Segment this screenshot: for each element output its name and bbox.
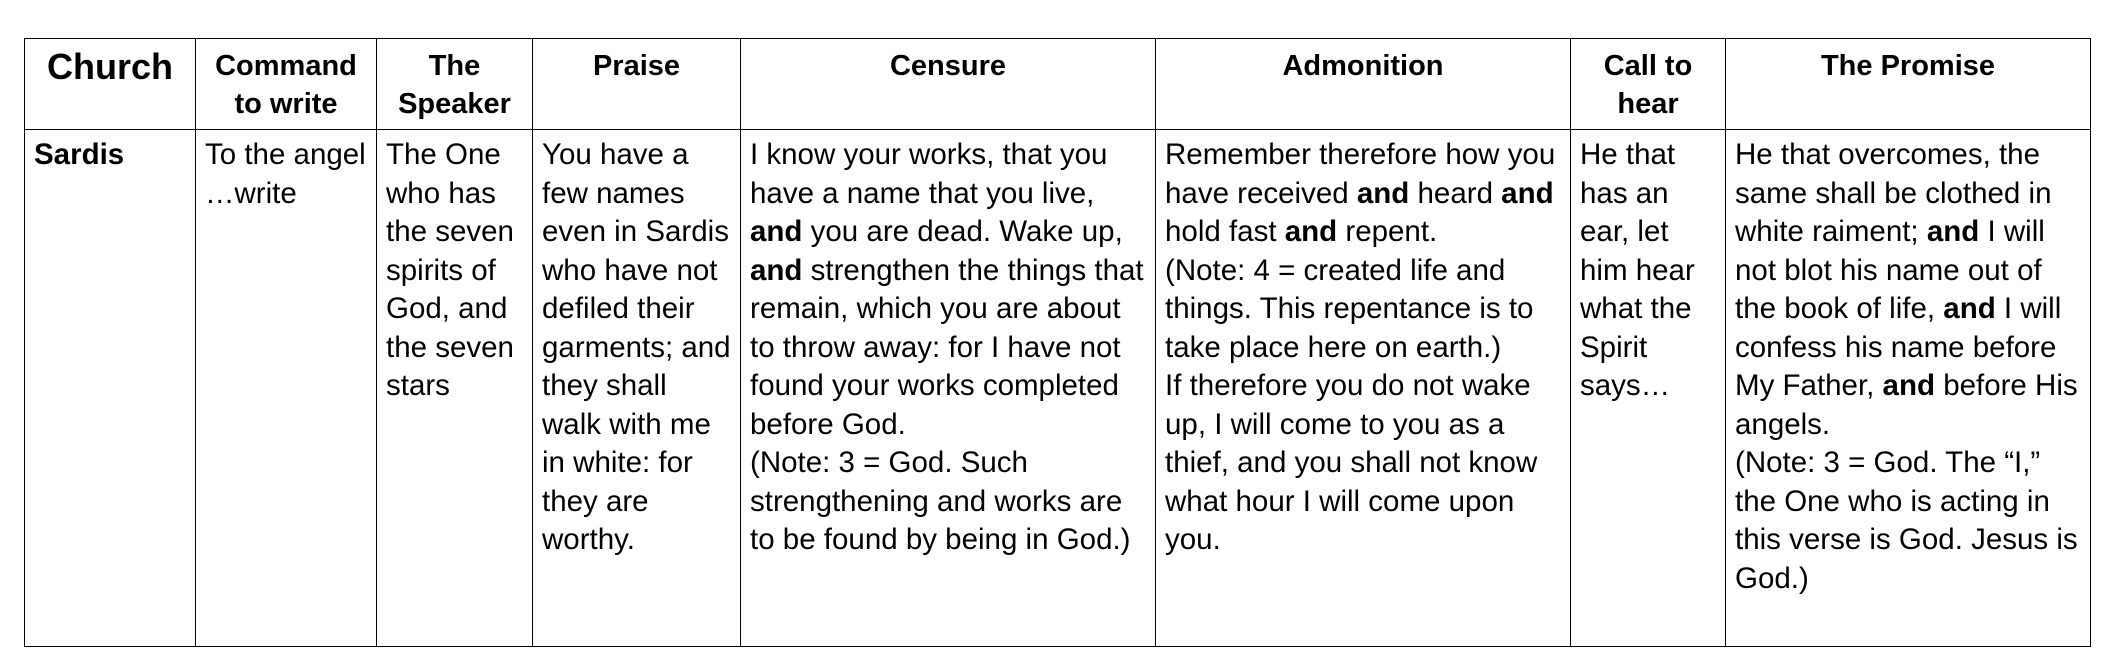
admonition-note: (Note: 4 = created life and things. This repentance is to take place here on earth.) [1165, 253, 1534, 364]
header-church: Church [25, 39, 196, 130]
text-run: Remember therefore how you have received [1165, 138, 1556, 210]
text-run: you are dead. Wake up, [802, 215, 1123, 248]
admonition-text [1165, 136, 1562, 252]
cell-admonition [1156, 130, 1571, 647]
bold-run: and [1284, 215, 1338, 248]
cell-call-to-hear: He that has an ear, let him hear what the Spirit says… [1571, 130, 1726, 647]
text-run: He that overcomes, the same shall be clothed in white raiment; [1735, 138, 2052, 248]
text-run: hold fast [1165, 215, 1285, 248]
cell-promise [1726, 130, 2091, 647]
cell-speaker: The One who has the seven spirits of God, and the seven stars [377, 130, 533, 647]
text-run: before His angels. [1735, 369, 2078, 441]
bold-run: and [1356, 176, 1410, 210]
admonition-warning: If therefore you do not wake up, I will come to you as a thief, and you shall not know what hour I will come upon you. [1165, 369, 1538, 556]
header-speaker: The Speaker [377, 39, 533, 130]
header-row [25, 39, 2091, 130]
text-run: I will confess his name before My Father, [1735, 292, 2062, 402]
bold-run: and [1943, 292, 1996, 325]
seven-churches-table [24, 38, 2091, 647]
bold-run: and [750, 253, 803, 287]
bold-run: and [750, 215, 803, 248]
cell-praise: You have a few names even in Sardis who have not defiled their garments; and they shall walk with me in white: for they are worthy. [533, 130, 741, 647]
table-row [25, 130, 2091, 647]
header-censure: Censure [741, 39, 1156, 130]
text-run: repent. [1337, 215, 1438, 248]
cell-censure [741, 130, 1156, 647]
header-praise: Praise [533, 39, 741, 130]
header-command-to-write: Command to write [196, 39, 377, 130]
cell-command-to-write: To the angel …write [196, 130, 377, 647]
bold-run: and [1882, 369, 1935, 402]
text-run: heard [1409, 176, 1502, 210]
text-run: I will not blot his name out of the book of life, [1735, 215, 2045, 325]
text-run: I know your works, that you have a name that you live, [750, 138, 1108, 210]
header-admonition: Admonition [1156, 39, 1571, 130]
promise-note: (Note: 3 = God. The “I,” the One who is acting in this verse is God. Jesus is God.) [1735, 446, 2078, 595]
censure-note: (Note: 3 = God. Such strengthening and works are to be found by being in God.) [750, 446, 1131, 556]
cell-church: Sardis [25, 130, 196, 647]
bold-run: and [1501, 176, 1554, 210]
censure-text [750, 136, 1147, 444]
header-call-to-hear: Call to hear [1571, 39, 1726, 130]
header-promise: The Promise [1726, 39, 2091, 130]
bold-run: and [1926, 215, 1980, 248]
text-run: strengthen the things that remain, which you are about to throw away: for I have not found your works completed before God. [750, 253, 1144, 441]
promise-text [1735, 136, 2082, 444]
